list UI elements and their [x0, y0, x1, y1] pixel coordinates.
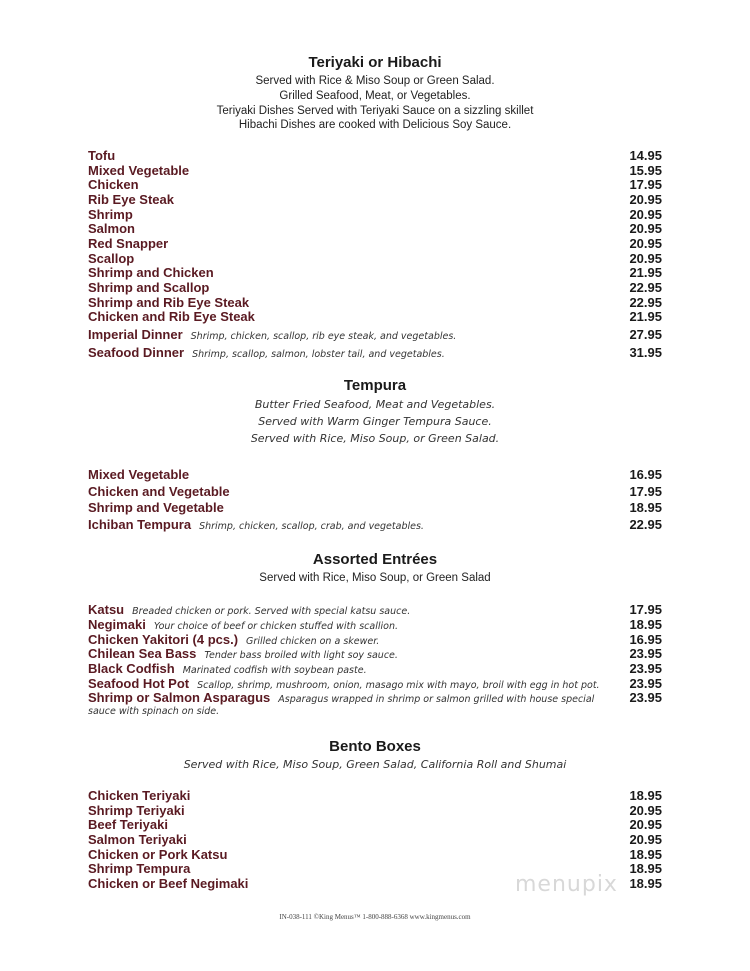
menu-item [88, 207, 662, 222]
item-name: Black Codfish [88, 661, 175, 676]
menu-item [88, 788, 662, 803]
item-name: Chicken [88, 177, 139, 192]
menu-item [88, 280, 662, 295]
item-name: Seafood Hot Pot [88, 676, 190, 691]
item-name: Chilean Sea Bass [88, 646, 197, 661]
item-note: Marinated codfish with soybean paste. [182, 665, 367, 676]
section-description: Served with Rice, Miso Soup, Green Salad, California Roll and Shumai [183, 758, 567, 771]
section-description: Served with Warm Ginger Tempura Sauce. [258, 415, 492, 428]
menu-item [88, 602, 662, 617]
menu-item [88, 163, 662, 178]
item-price: 18.95 [629, 861, 662, 876]
item-note: Breaded chicken or pork. Served with special katsu sauce. [132, 606, 411, 617]
section-title-tempura: Tempura [343, 377, 407, 394]
item-price: 22.95 [629, 280, 662, 295]
item-name: Shrimp or Salmon Asparagus [88, 690, 271, 705]
item-name: Shrimp [88, 207, 133, 222]
item-name: Chicken and Vegetable [88, 484, 230, 499]
item-price: 23.95 [629, 690, 662, 705]
item-name: Negimaki [88, 617, 146, 632]
menu-item [88, 177, 662, 192]
menu-item [88, 309, 662, 324]
section-description: Grilled Seafood, Meat, or Vegetables. [279, 90, 471, 102]
item-name: Mixed Vegetable [88, 467, 190, 482]
menu-item [88, 192, 662, 207]
item-price: 22.95 [629, 295, 662, 310]
menu-item [88, 832, 662, 847]
item-price: 23.95 [629, 646, 662, 661]
item-note: Shrimp, chicken, scallop, rib eye steak, and vegetables. [190, 331, 457, 342]
item-note-continued: sauce with spinach on side. [88, 706, 220, 717]
item-price: 16.95 [629, 632, 662, 647]
item-note: Grilled chicken on a skewer. [246, 636, 380, 647]
menu-item [88, 251, 662, 266]
item-name: Tofu [88, 148, 116, 163]
menu-item [88, 221, 662, 236]
item-note: Tender bass broiled with light soy sauce. [204, 650, 398, 661]
menu-item [88, 646, 662, 661]
item-name: Chicken Teriyaki [88, 788, 191, 803]
section-description: Served with Rice, Miso Soup, or Green Salad [259, 572, 491, 584]
item-name: Scallop [88, 251, 135, 266]
item-price: 17.95 [629, 177, 662, 192]
item-name: Shrimp and Chicken [88, 265, 214, 280]
menu-item [88, 345, 662, 360]
item-price: 16.95 [629, 467, 662, 482]
item-price: 20.95 [629, 207, 662, 222]
item-price: 20.95 [629, 236, 662, 251]
menu-item [88, 517, 662, 532]
menu-item [88, 632, 662, 647]
section-description: Served with Rice, Miso Soup, or Green Salad. [250, 432, 500, 445]
item-price: 14.95 [629, 148, 662, 163]
menu-item [88, 661, 662, 676]
item-price: 21.95 [629, 309, 662, 324]
menu-item [88, 690, 662, 705]
item-name: Shrimp Tempura [88, 861, 191, 876]
item-note: Shrimp, scallop, salmon, lobster tail, and vegetables. [192, 349, 445, 360]
item-name: Imperial Dinner [88, 327, 183, 342]
item-name: Shrimp and Scallop [88, 280, 210, 295]
item-price: 21.95 [629, 265, 662, 280]
item-price: 23.95 [629, 676, 662, 691]
menu-item [88, 847, 662, 862]
item-name: Mixed Vegetable [88, 163, 190, 178]
menu-item [88, 676, 662, 691]
item-name: Shrimp and Vegetable [88, 500, 224, 515]
item-name: Shrimp Teriyaki [88, 803, 185, 818]
item-name: Chicken or Pork Katsu [88, 847, 228, 862]
footer-text: IN-038-111 ©King Menus™ 1-800-888-6368 www.kingmenus.com [279, 913, 471, 921]
item-name: Rib Eye Steak [88, 192, 174, 207]
item-price: 22.95 [629, 517, 662, 532]
item-price: 20.95 [629, 817, 662, 832]
item-note: Scallop, shrimp, mushroom, onion, masago mix with mayo, broil with egg in hot pot. [197, 680, 600, 691]
section-title-bento-boxes: Bento Boxes [329, 738, 421, 755]
item-price: 17.95 [629, 484, 662, 499]
item-name: Beef Teriyaki [88, 817, 168, 832]
section-description: Butter Fried Seafood, Meat and Vegetables. [254, 398, 496, 411]
menu-item [88, 803, 662, 818]
menu-item [88, 265, 662, 280]
item-price: 18.95 [629, 847, 662, 862]
item-price: 18.95 [629, 500, 662, 515]
item-price: 20.95 [629, 221, 662, 236]
section-description: Hibachi Dishes are cooked with Delicious Soy Sauce. [238, 119, 512, 131]
item-price: 23.95 [629, 661, 662, 676]
item-name: Chicken or Beef Negimaki [88, 876, 249, 891]
item-price: 18.95 [629, 788, 662, 803]
item-name: Chicken and Rib Eye Steak [88, 309, 255, 324]
item-note: Asparagus wrapped in shrimp or salmon grilled with house special [278, 694, 595, 705]
menu-item [88, 148, 662, 163]
menu-item [88, 236, 662, 251]
item-name: Red Snapper [88, 236, 169, 251]
item-price: 17.95 [629, 602, 662, 617]
item-note: Your choice of beef or chicken stuffed with scallion. [153, 621, 398, 632]
menu-item [88, 467, 662, 482]
menu-item [88, 617, 662, 632]
menu-item [88, 500, 662, 515]
item-name: Chicken Yakitori (4 pcs.) [88, 632, 239, 647]
item-price: 15.95 [629, 163, 662, 178]
section-description: Served with Rice & Miso Soup or Green Salad. [255, 75, 495, 87]
item-name: Salmon Teriyaki [88, 832, 187, 847]
menu-item [88, 327, 662, 342]
item-price: 20.95 [629, 251, 662, 266]
item-price: 18.95 [629, 876, 662, 891]
item-name: Shrimp and Rib Eye Steak [88, 295, 250, 310]
item-price: 20.95 [629, 832, 662, 847]
item-name: Ichiban Tempura [88, 517, 192, 532]
item-price: 20.95 [629, 803, 662, 818]
item-price: 27.95 [629, 327, 662, 342]
section-title-assorted-entrees: Assorted Entrées [312, 551, 438, 568]
item-price: 20.95 [629, 192, 662, 207]
item-name: Katsu [88, 602, 125, 617]
item-note: Shrimp, chicken, scallop, crab, and vegetables. [199, 521, 424, 532]
menu-item [88, 484, 662, 499]
section-title-teriyaki-hibachi: Teriyaki or Hibachi [308, 54, 442, 71]
item-price: 31.95 [629, 345, 662, 360]
menu-item [88, 817, 662, 832]
watermark-logo: menupix [515, 872, 618, 897]
item-name: Salmon [88, 221, 135, 236]
menu-item [88, 295, 662, 310]
item-price: 18.95 [629, 617, 662, 632]
item-name: Seafood Dinner [88, 345, 185, 360]
section-description: Teriyaki Dishes Served with Teriyaki Sauce on a sizzling skillet [216, 105, 534, 117]
